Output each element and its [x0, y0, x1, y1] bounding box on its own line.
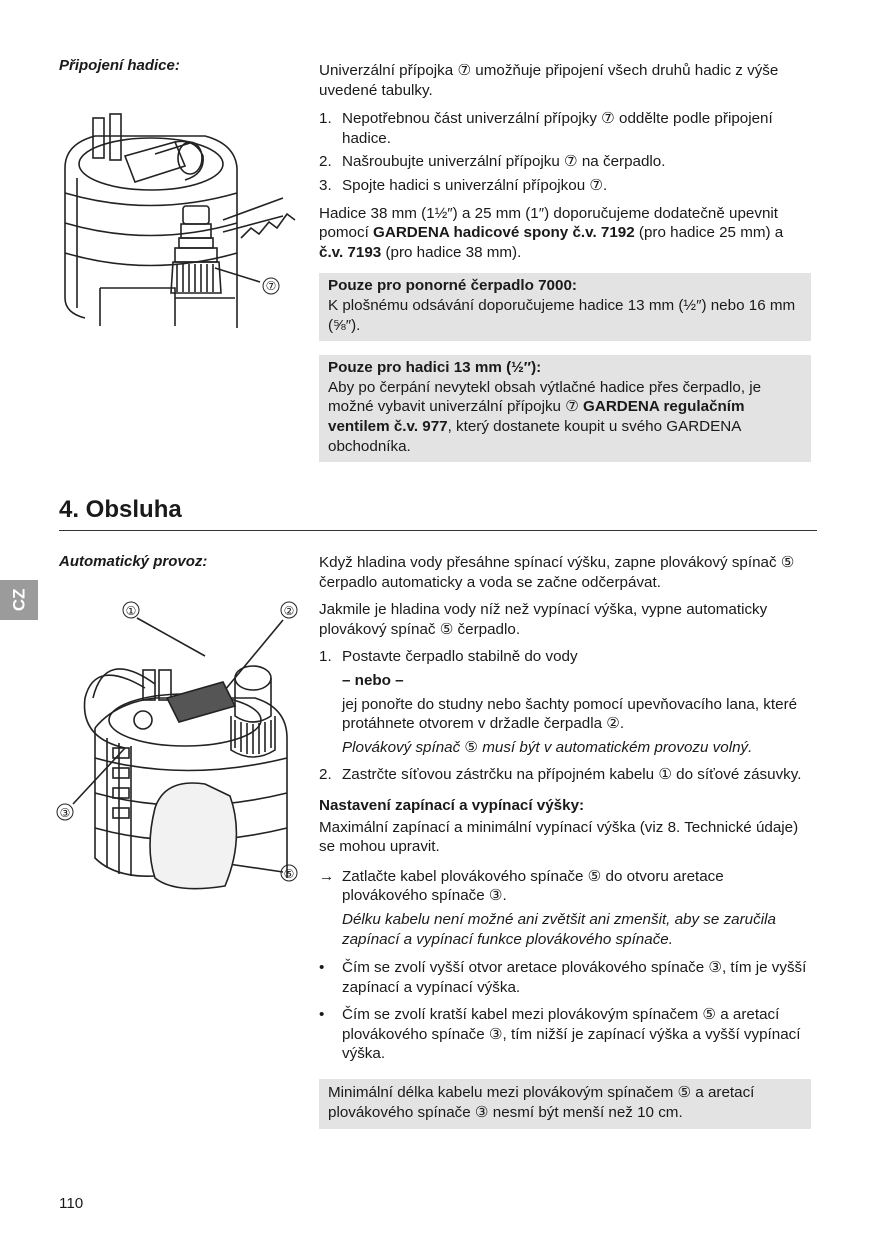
section-label-automatic: Automatický provoz:	[59, 553, 208, 570]
list-number: 1.	[319, 110, 332, 128]
list-text: Zatlačte kabel plovákového spínače ⑤ do otvoru aretace plovákového spínače ③.	[342, 867, 724, 905]
subheading: Nastavení zapínací a vypínací výšky:	[319, 796, 585, 814]
pump-automatic-illustration	[55, 598, 305, 898]
list-text: Nepotřebnou část univerzální přípojky ⑦ oddělte podle připojení hadice.	[342, 110, 773, 147]
note-box-7000	[319, 273, 811, 341]
list-text: Našroubujte univerzální přípojku ⑦ na čerpadlo.	[342, 153, 666, 171]
callout-1: ①	[125, 604, 137, 618]
or-separator: – nebo –	[342, 671, 404, 689]
list-number: 1.	[319, 648, 332, 666]
list-item	[319, 765, 811, 785]
callout-5: ⑤	[283, 867, 295, 881]
bullet-icon: •	[319, 959, 325, 977]
note-box-cable-length	[319, 1079, 811, 1129]
italic-note: Délku kabelu není možné ani zvětšit ani zmenšit, aby se zaručila zapínací a vypínací funkce plovákového spínače.	[342, 910, 776, 948]
list-text: Čím se zvolí kratší kabel mezi plovákovým spínačem ⑤ a aretací plovákového spínače ③, tím nižší je zapínací výška a vyšší vypínací výška.	[342, 1006, 801, 1063]
list-number: 2.	[319, 766, 332, 784]
language-tab: CZ	[0, 580, 38, 620]
intro-text: Univerzální přípojka ⑦ umožňuje připojení všech druhů hadic z výše uvedené tabulky.	[319, 62, 779, 99]
note-text: Minimální délka kabelu mezi plovákovým spínačem ⑤ a aretací plovákového spínače ③ nesmí být menší než 10 cm.	[328, 1084, 755, 1121]
arrow-icon: →	[319, 867, 335, 885]
arrow-item	[319, 867, 811, 949]
bullet-item	[319, 1005, 811, 1064]
section-heading: 4. Obsluha	[59, 496, 182, 523]
note-box-13mm	[319, 355, 811, 462]
list-text: Spojte hadici s univerzální přípojkou ⑦.	[342, 176, 608, 194]
note-text: Aby po čerpání nevytekl obsah výtlačné hadice přes čerpadlo, je možné vybavit univerzální přípojku ⑦ GARDENA regulačním ventilem č.v. 977, který dostanete koupit u svého GARDENA obchodníka.	[328, 378, 762, 455]
heading-rule	[59, 530, 817, 531]
list-text: Postavte čerpadlo stabilně do vody	[342, 648, 578, 666]
list-number: 2.	[319, 153, 332, 171]
bullet-item	[319, 958, 811, 997]
hose-clip-recommendation: Hadice 38 mm (1½″) a 25 mm (1″) doporučujeme dodatečně upevnit pomocí GARDENA hadicové spony č.v. 7192 (pro hadice 25 mm) a č.v. 7193 (pro hadice 38 mm).	[319, 204, 784, 261]
paragraph: Jakmile je hladina vody níž než vypínací výška, vypne automaticky plovákový spínač ⑤ čerpadlo.	[319, 601, 768, 638]
callout-3: ③	[59, 806, 71, 820]
page-number: 110	[59, 1195, 84, 1212]
callout-7: ⑦	[265, 279, 277, 293]
note-title: Pouze pro ponorné čerpadlo 7000:	[328, 277, 577, 295]
list-item	[319, 152, 811, 172]
list-text: Zastrčte síťovou zástrčku na přípojném kabelu ① do síťové zásuvky.	[342, 766, 802, 784]
list-text: Čím se zvolí vyšší otvor aretace plovákového spínače ③, tím je vyšší zapínací a vypínací výška.	[342, 959, 807, 996]
list-item	[319, 176, 811, 196]
paragraph: Když hladina vody přesáhne spínací výšku, zapne plovákový spínač ⑤ čerpadlo automaticky a voda se začne odčerpávat.	[319, 554, 795, 591]
paragraph: Maximální zapínací a minimální vypínací výška (viz 8. Technické údaje) se mohou upravit.	[319, 818, 799, 856]
bullet-icon: •	[319, 1006, 325, 1024]
list-text: jej ponořte do studny nebo šachty pomocí upevňovacího lana, které protáhnete otvorem v držadle čerpadla ②.	[342, 695, 798, 733]
section-label-hose: Připojení hadice:	[59, 57, 180, 74]
note-text: K plošnému odsávání doporučujeme hadice 13 mm (½″) nebo 16 mm (⅝″).	[328, 296, 796, 334]
list-number: 3.	[319, 176, 332, 194]
note-title: Pouze pro hadici 13 mm (½″):	[328, 359, 542, 377]
list-item	[319, 647, 811, 757]
italic-note: Plovákový spínač ⑤ musí být v automatickém provozu volný.	[342, 738, 753, 756]
list-item	[319, 109, 811, 148]
callout-2: ②	[283, 604, 295, 618]
